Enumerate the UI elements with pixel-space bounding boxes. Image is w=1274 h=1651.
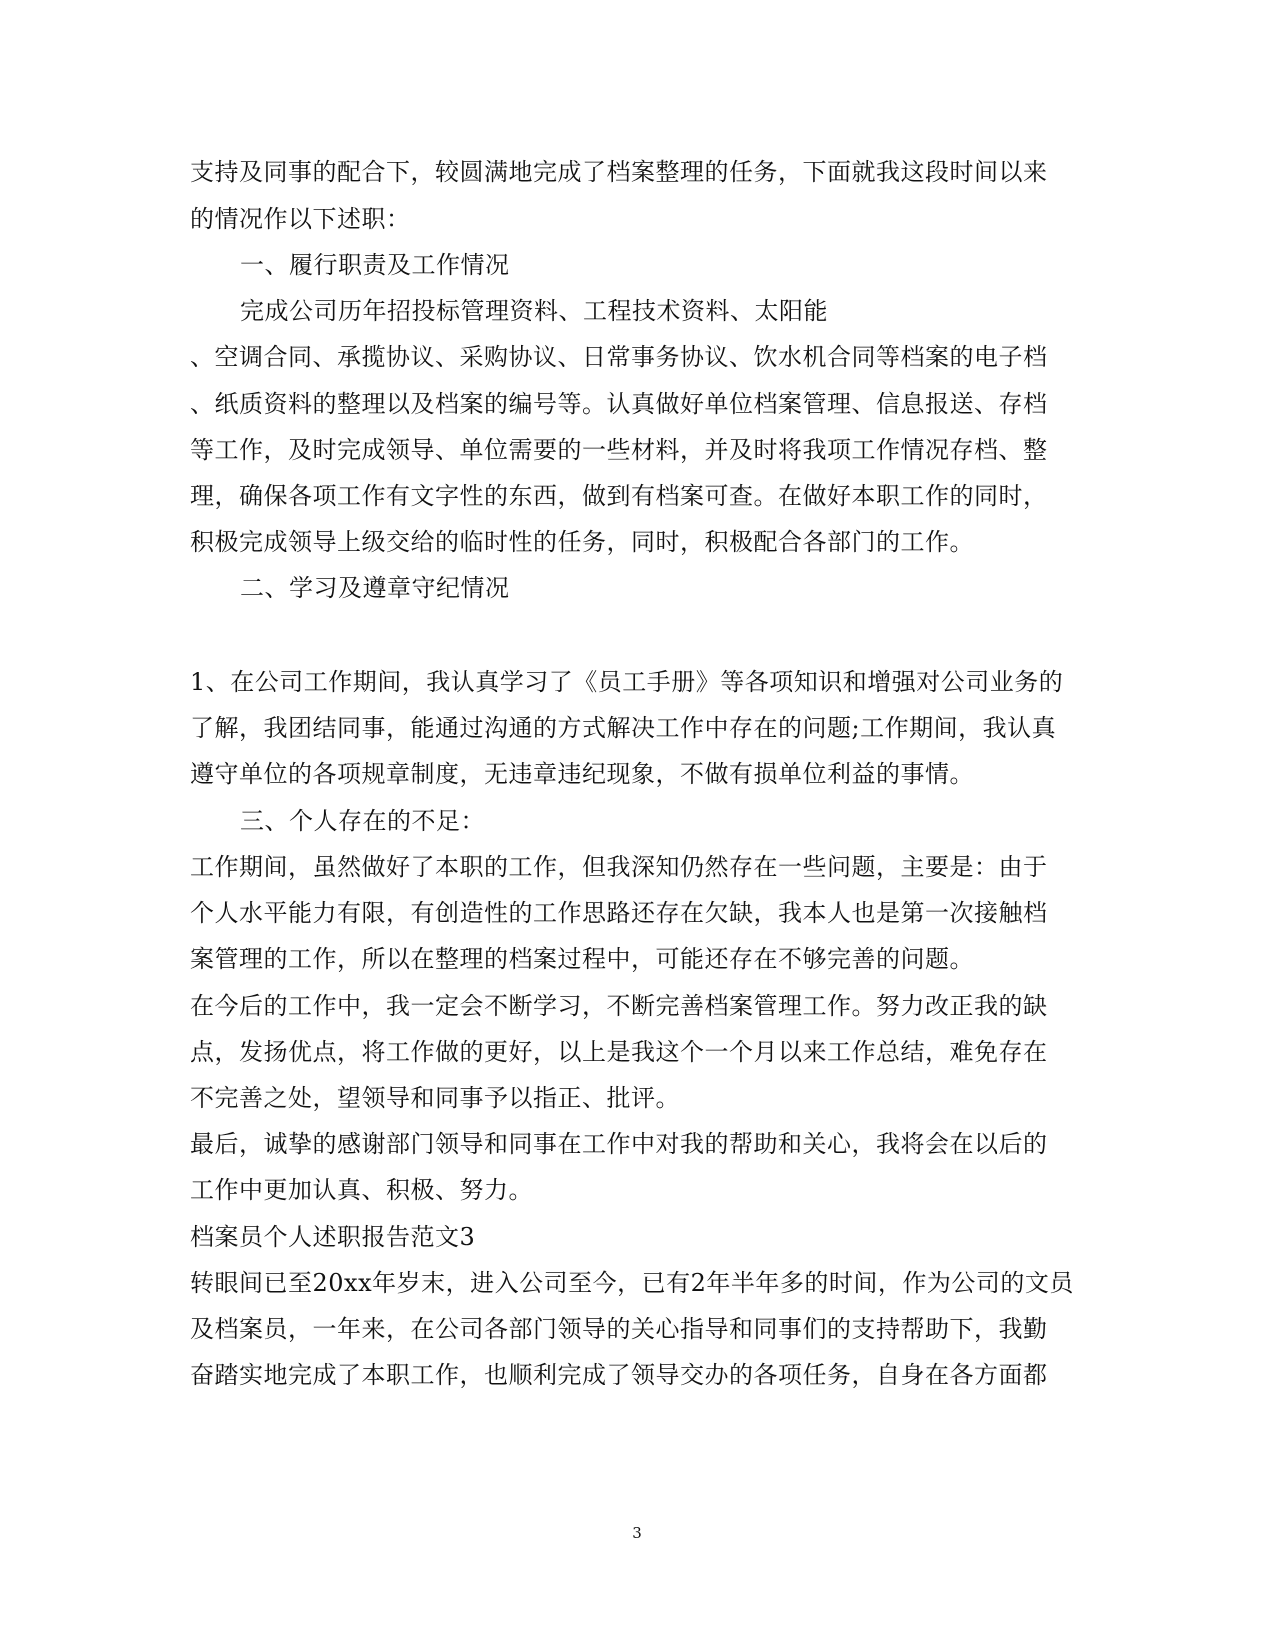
body-text-line: 1、在公司工作期间，我认真学习了《员工手册》等各项知识和增强对公司业务的 bbox=[190, 668, 1064, 696]
body-text-line: 理，确保各项工作有文字性的东西，做到有档案可查。在做好本职工作的同时， bbox=[190, 482, 1048, 510]
section-heading: 三、个人存在的不足： bbox=[240, 807, 485, 835]
body-text-line: 遵守单位的各项规章制度，无违章违纪现象，不做有损单位利益的事情。 bbox=[190, 760, 974, 788]
section-heading: 一、履行职责及工作情况 bbox=[240, 251, 510, 279]
body-text-line: 工作期间，虽然做好了本职的工作，但我深知仍然存在一些问题，主要是：由于 bbox=[190, 853, 1048, 881]
body-text-line: 个人水平能力有限，有创造性的工作思路还存在欠缺，我本人也是第一次接触档 bbox=[190, 899, 1048, 927]
body-text-line: 支持及同事的配合下，较圆满地完成了档案整理的任务，下面就我这段时间以来 bbox=[190, 158, 1048, 186]
body-text-line: 在今后的工作中，我一定会不断学习，不断完善档案管理工作。努力改正我的缺 bbox=[190, 992, 1048, 1020]
body-text-line: 、纸质资料的整理以及档案的编号等。认真做好单位档案管理、信息报送、存档 bbox=[190, 390, 1048, 418]
body-text-line: 了解，我团结同事，能通过沟通的方式解决工作中存在的问题;工作期间，我认真 bbox=[190, 714, 1057, 742]
document-subtitle: 档案员个人述职报告范文3 bbox=[190, 1223, 476, 1251]
body-text-line: 积极完成领导上级交给的临时性的任务，同时，积极配合各部门的工作。 bbox=[190, 528, 974, 556]
body-text-line: 点，发扬优点，将工作做的更好，以上是我这个一个月以来工作总结，难免存在 bbox=[190, 1038, 1048, 1066]
body-text-line: 、空调合同、承揽协议、采购协议、日常事务协议、饮水机合同等档案的电子档 bbox=[190, 343, 1048, 371]
page-number: 3 bbox=[632, 1524, 642, 1542]
body-text-line: 的情况作以下述职： bbox=[190, 205, 411, 233]
body-text-line: 工作中更加认真、积极、努力。 bbox=[190, 1176, 533, 1204]
body-text-line: 奋踏实地完成了本职工作，也顺利完成了领导交办的各项任务，自身在各方面都 bbox=[190, 1361, 1048, 1389]
body-text-line: 转眼间已至20xx年岁末，进入公司至今，已有2年半年多的时间，作为公司的文员 bbox=[190, 1269, 1074, 1297]
body-text-line: 案管理的工作，所以在整理的档案过程中，可能还存在不够完善的问题。 bbox=[190, 945, 974, 973]
body-text-line: 最后，诚挚的感谢部门领导和同事在工作中对我的帮助和关心，我将会在以后的 bbox=[190, 1130, 1048, 1158]
body-text-line: 完成公司历年招投标管理资料、工程技术资料、太阳能 bbox=[240, 297, 828, 325]
section-heading: 二、学习及遵章守纪情况 bbox=[240, 574, 510, 602]
body-text-line: 等工作，及时完成领导、单位需要的一些材料，并及时将我项工作情况存档、整 bbox=[190, 436, 1048, 464]
body-text-line: 及档案员，一年来，在公司各部门领导的关心指导和同事们的支持帮助下，我勤 bbox=[190, 1315, 1048, 1343]
body-text-line: 不完善之处，望领导和同事予以指正、批评。 bbox=[190, 1084, 680, 1112]
